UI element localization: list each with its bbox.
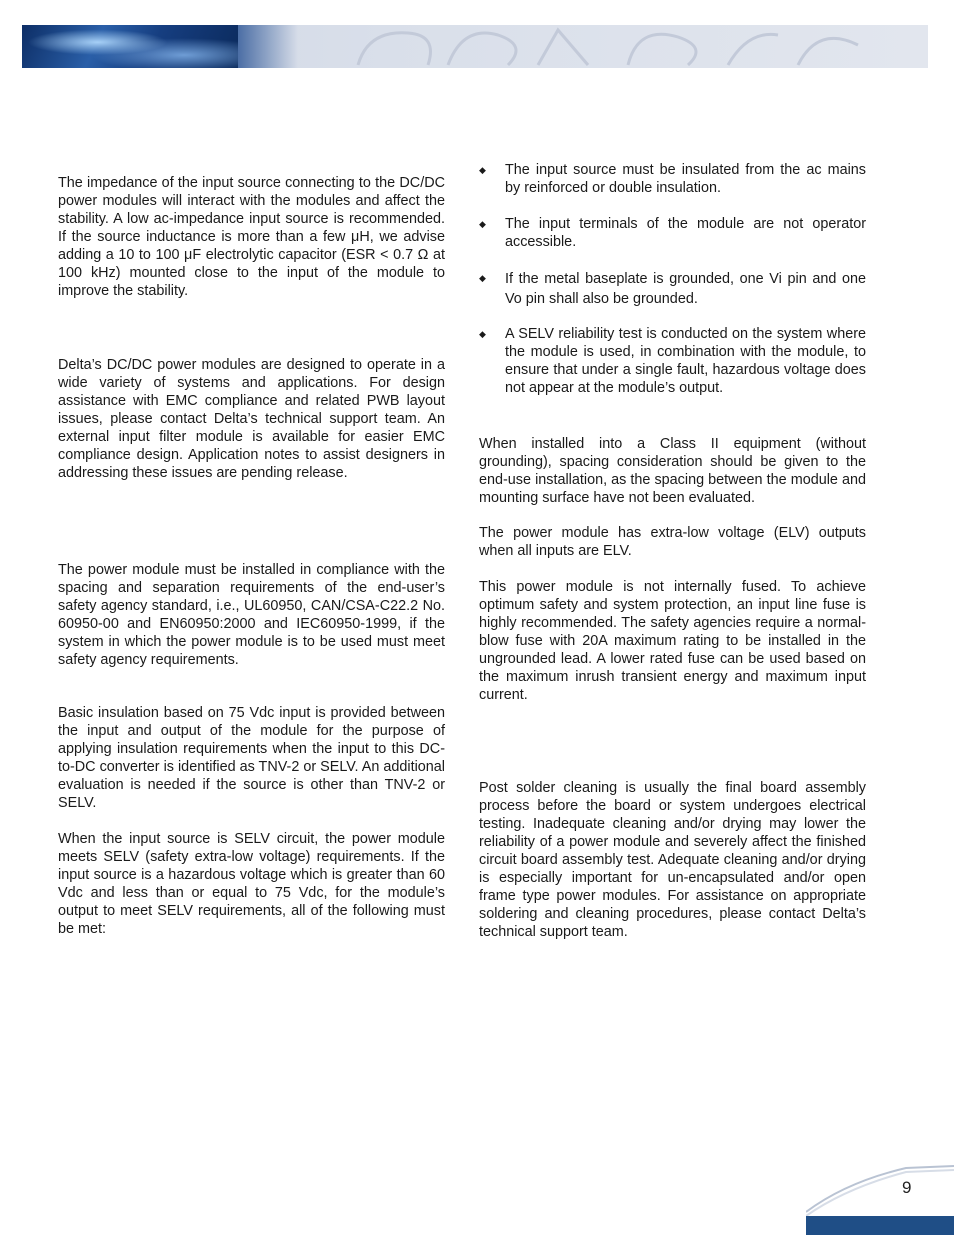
bullet-text: The input terminals of the module are not operator accessible. (505, 216, 866, 250)
footer-curve-decoration (806, 1162, 954, 1218)
list-item (479, 161, 866, 197)
list-item (479, 269, 866, 309)
bullet-icon: ◆ (479, 219, 486, 229)
cleaning-paragraph: Post solder cleaning is usually the final board assembly process before the board or system undergoes electrical testing. Inadequate cleaning and/or drying may lower the reliability of a power module and severely affect the finished circuit board assembly test. Adequate cleaning and/or drying is especially important for un-encapsulated and/or open frame type power modules. For assistance on appropriate soldering and cleaning procedures, please contact Delta’s technical support team. (479, 780, 866, 940)
bullet-icon: ◆ (479, 165, 486, 175)
input-impedance-paragraph: The impedance of the input source connecting to the DC/DC power modules will interact with the modules and affect the stability. A low ac-impedance input source is recommended. If the source inductance is more than a few μH, we advise adding a 10 to 100 μF electrolytic capacitor (ESR < 0.7 Ω at 100 kHz) mounted close to the input of the module to improve the stability. (58, 175, 445, 299)
elv-paragraph: The power module has extra-low voltage (ELV) outputs when all inputs are ELV. (479, 525, 866, 559)
basic-insulation-paragraph: Basic insulation based on 75 Vdc input is provided between the input and output of the module for the purpose of applying insulation requirements when the input to this DC-to-DC converter is identified as TNV-2 or SELV. An additional evaluation is needed if the source is other than TNV-2 or SELV. (58, 705, 445, 811)
list-item (479, 325, 866, 397)
bullet-text: The input source must be insulated from the ac mains by reinforced or double insulation. (505, 162, 866, 196)
banner-image (22, 25, 238, 68)
page-number: 9 (902, 1178, 912, 1197)
class-ii-paragraph: When installed into a Class II equipment (without grounding), spacing consideration should be given to the end-use installation, as the spacing between the module and mounting surface have not been evaluated. (479, 436, 866, 506)
banner-sweep (238, 25, 298, 68)
bullet-text: If the metal baseplate is grounded, one Vi pin and one Vo pin shall also be grounded. (505, 271, 866, 307)
selv-paragraph: When the input source is SELV circuit, the power module meets SELV (safety extra-low voltage) requirements. If the input source is a hazardous voltage which is greater than 60 Vdc and less than or equal to 75 Vdc, for the module’s output to meet SELV requirements, all of the following must be met: (58, 831, 445, 937)
list-item (479, 215, 866, 251)
bullet-icon: ◆ (479, 273, 486, 283)
emc-paragraph: Delta’s DC/DC power modules are designed to operate in a wide variety of systems and applications. For design assistance with EMC compliance and related PWB layout issues, please contact Delta’s technical support team. An external input filter module is available for easier EMC compliance design. Application notes to assist designers in addressing these issues are pending release. (58, 357, 445, 481)
footer-bar (806, 1216, 954, 1235)
bullet-text: A SELV reliability test is conducted on the system where the module is used, in combination with the module, to ensure that under a single fault, hazardous voltage does not appear at the module’s output. (505, 326, 866, 396)
banner-decoration (298, 25, 928, 68)
safety-compliance-paragraph: The power module must be installed in compliance with the spacing and separation requirements of the end-user’s safety agency standard, i.e., UL60950, CAN/CSA-C22.2 No. 60950-00 and EN60950:2000 and IEC60950-1999, if the system in which the power module is to be used must meet safety agency requirements. (58, 562, 445, 668)
bullet-icon: ◆ (479, 329, 486, 339)
fuse-paragraph: This power module is not internally fused. To achieve optimum safety and system protection, an input line fuse is highly recommended. The safety agencies require a normal-blow fuse with 20A maximum rating to be installed in the ungrounded lead. A lower rated fuse can be used based on the maximum inrush transient energy and maximum input current. (479, 579, 866, 703)
header-banner (22, 25, 928, 68)
